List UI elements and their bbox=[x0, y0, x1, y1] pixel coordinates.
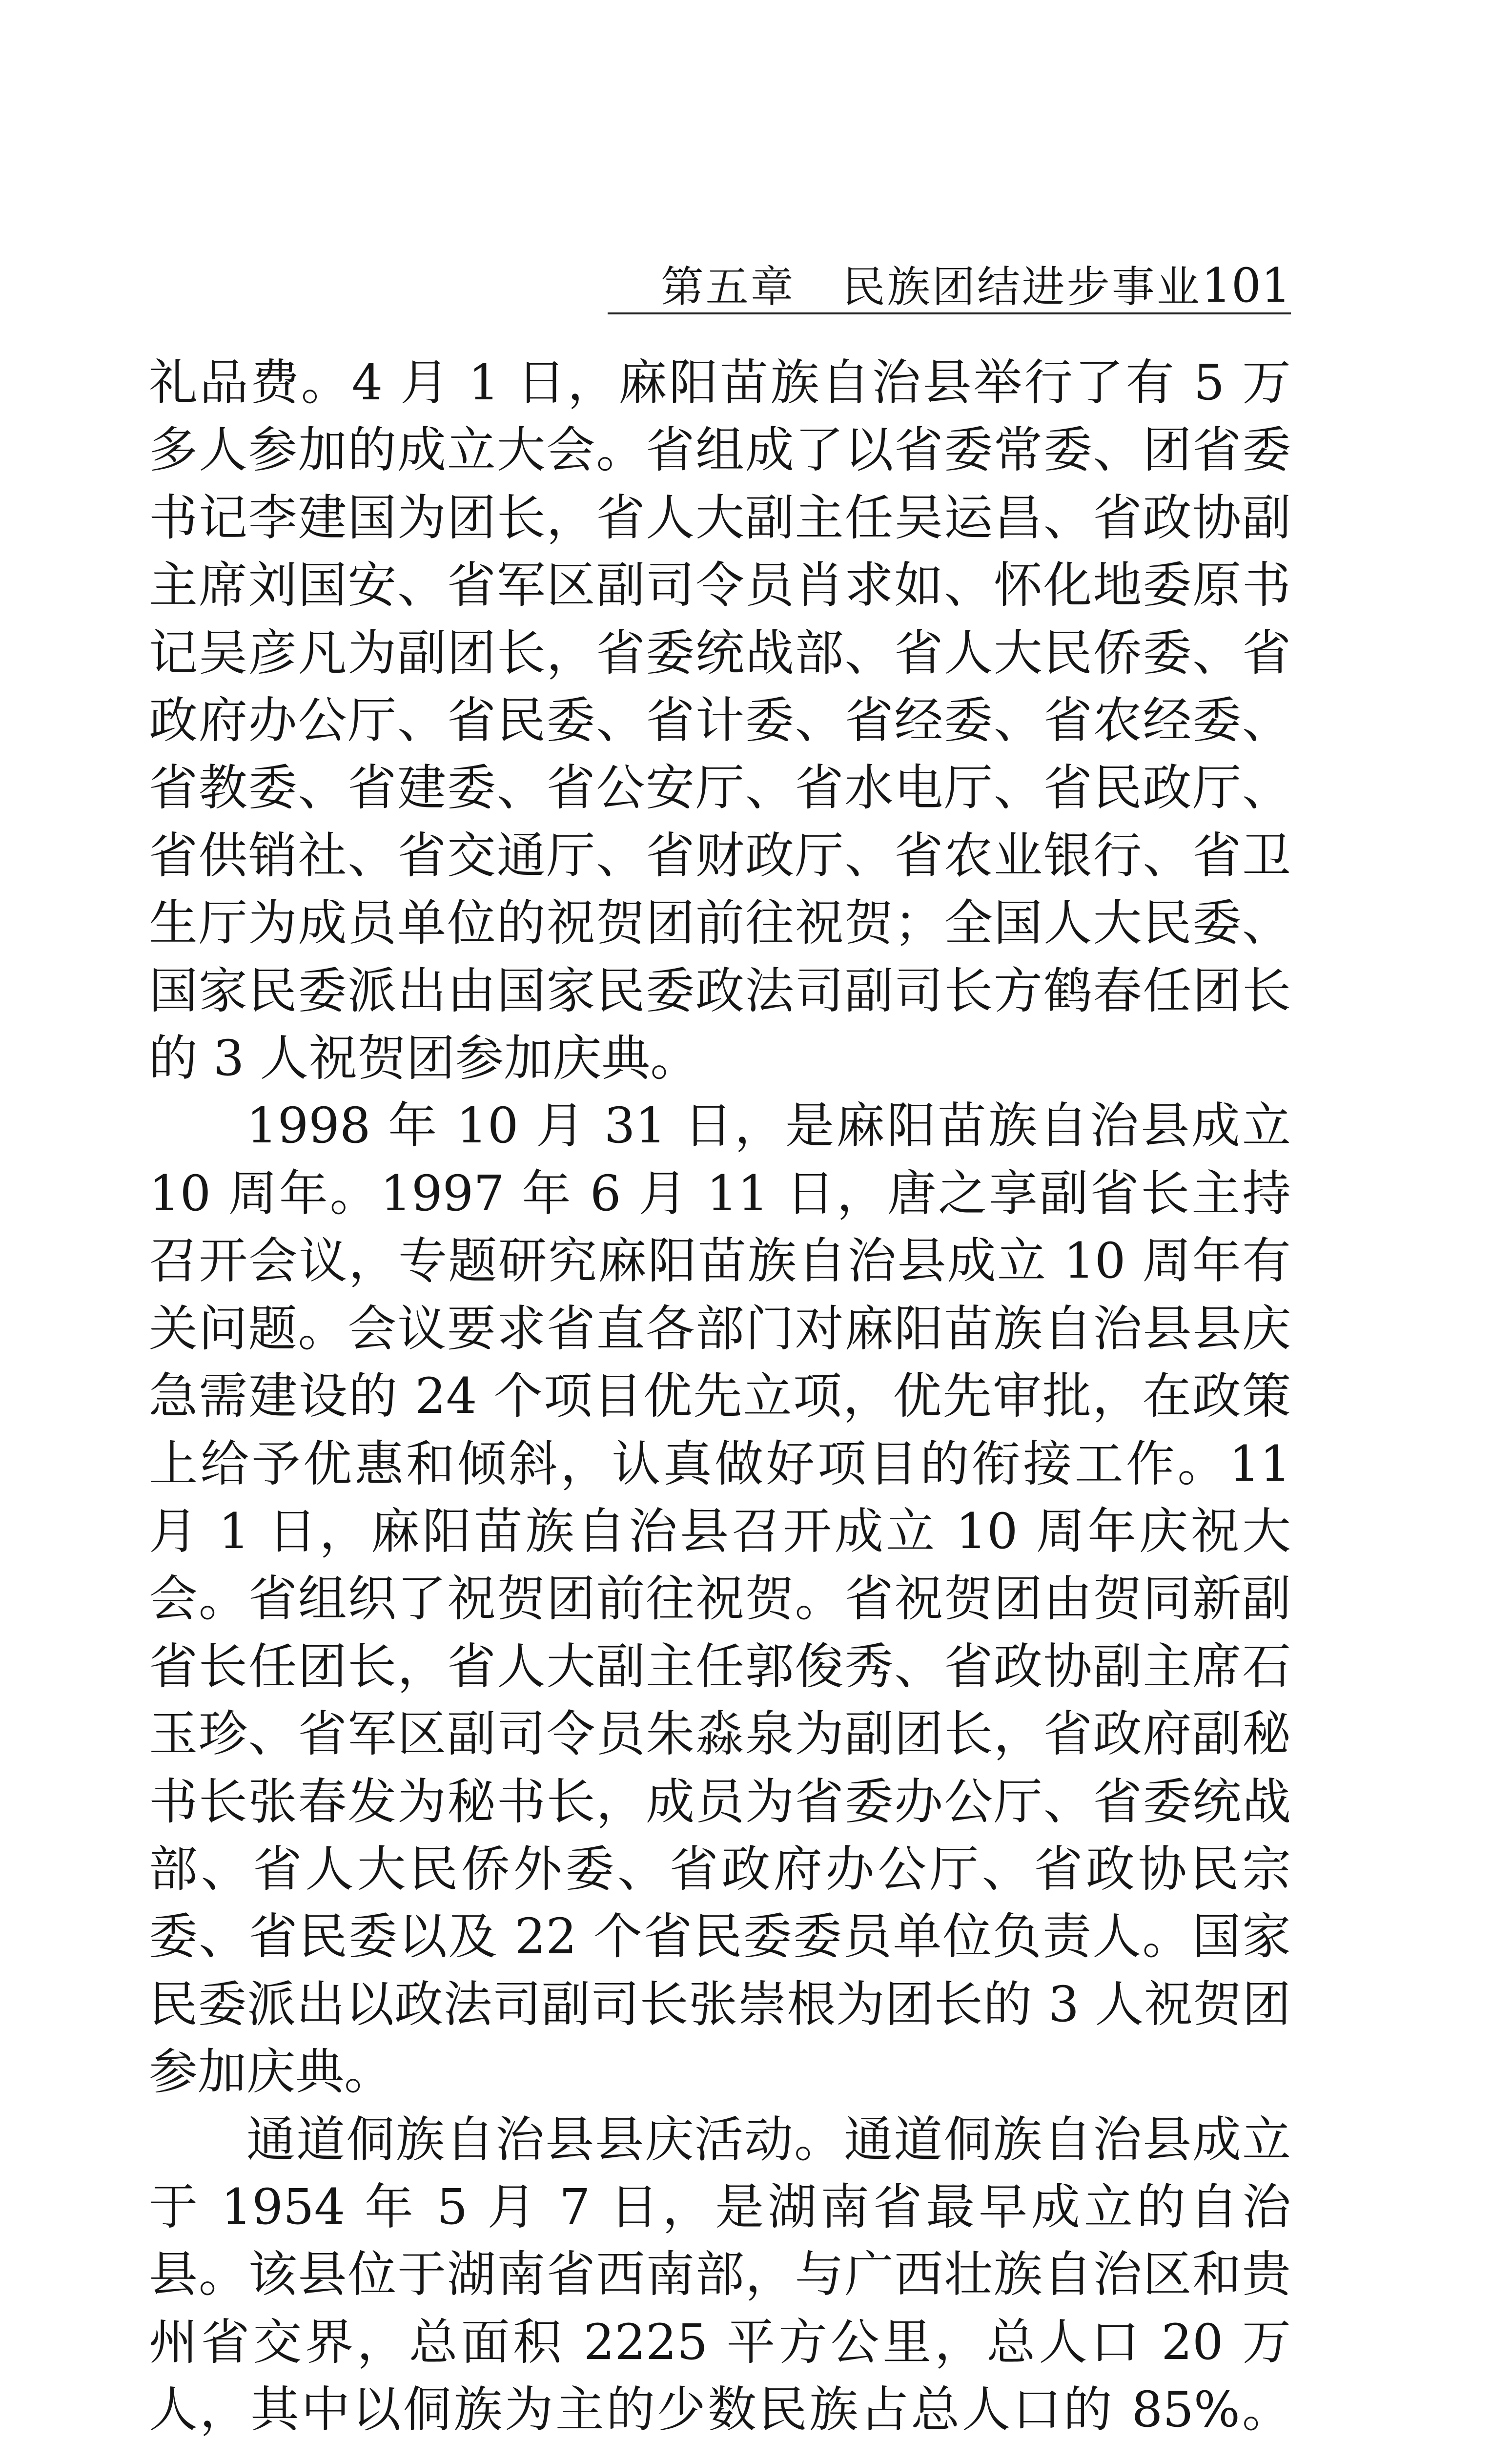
page-number: 101 bbox=[1201, 258, 1291, 313]
section-title: 民族团结进步事业 bbox=[842, 262, 1202, 312]
paragraph-3 bbox=[149, 2106, 1291, 2441]
paragraph-2 bbox=[149, 1092, 1291, 2106]
chapter-heading bbox=[661, 259, 1291, 314]
paragraph-1 bbox=[149, 349, 1291, 1092]
paragraph-2-text: 1998 年 10 月 31 日，是麻阳苗族自治县成立 10 周年。1997 年 6 月 11 日，唐之享副省长主持召开会议，专题研究麻阳苗族自治县成立 10 周年有关问题。会议要求省直各部门对麻阳苗族自治县县庆急需建设的 24 个项目优先立项，优先审批，在政策上给予优惠和倾斜，认真做好项目的衔接工作。11 月 1 日，麻阳苗族自治县召开成立 10 周年庆祝大会。省组织了祝贺团前往祝贺。省祝贺团由贺同新副省长任团长，省人大副主任郭俊秀、省政协副主席石玉珍、省军区副司令员朱淼泉为副团长，省政府副秘书长张春发为秘书长，成员为省委办公厅、省委统战部、省人大民侨外委、省政府办公厅、省政协民宗委、省民委以及 22 个省民委委员单位负责人。国家民委派出以政法司副司长张崇根为团长的 3 人祝贺团参加庆典。 bbox=[149, 1097, 1291, 2101]
paragraph-1-text: 礼品费。4 月 1 日，麻阳苗族自治县举行了有 5 万多人参加的成立大会。省组成了以省委常委、团省委书记李建国为团长，省人大副主任吴运昌、省政协副主席刘国安、省军区副司令员肖求如、怀化地委原书记吴彦凡为副团长，省委统战部、省人大民侨委、省政府办公厅、省民委、省计委、省经委、省农经委、省教委、省建委、省公安厅、省水电厅、省民政厅、省供销社、省交通厅、省财政厅、省农业银行、省卫生厅为成员单位的祝贺团前往祝贺；全国人大民委、国家民委派出由国家民委政法司副司长方鹤春任团长的 3 人祝贺团参加庆典。 bbox=[149, 354, 1291, 1087]
body-text bbox=[149, 349, 1291, 2441]
paragraph-3-text: 通道侗族自治县县庆活动。通道侗族自治县成立于 1954 年 5 月 7 日，是湖南省最早成立的自治县。该县位于湖南省西南部，与广西壮族自治区和贵州省交界，总面积 2225 平方公里，总人口 20 万人，其中以侗族为主的少数民族占总人口的 85%。 bbox=[149, 2110, 1291, 2439]
chapter-number: 第五章 bbox=[660, 262, 796, 312]
running-header bbox=[608, 259, 1291, 314]
chapter-spacer bbox=[811, 262, 827, 312]
